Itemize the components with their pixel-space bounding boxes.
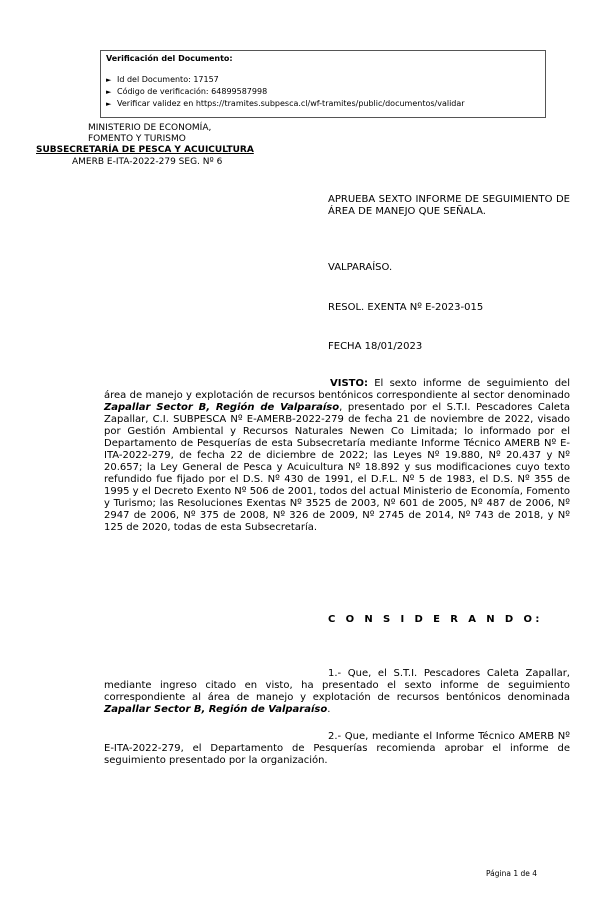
bullet-icon: ► (106, 88, 112, 96)
considerando-item-1: 1.- Que, el S.T.I. Pescadores Caleta Zapallar, mediante ingreso citado en visto, ha presentado el sexto informe de seguimiento correspondiente al área de manejo y explotación de recursos bentónicos denominada Zapallar Sector B, Región de Valparaíso. (104, 668, 570, 715)
ministry-line-2: FOMENTO Y TURISMO (88, 134, 186, 144)
verification-item-id: ► Id del Documento: 17157 (106, 75, 219, 84)
document-reference: AMERB E-ITA-2022-279 SEG. Nº 6 (72, 157, 223, 167)
bullet-icon: ► (106, 100, 112, 108)
bullet-icon: ► (106, 76, 112, 84)
area-name: Zapallar Sector B, Región de Valparaíso (104, 402, 340, 413)
verification-item-url[interactable]: ► Verificar validez en https://tramites.subpesca.cl/wf-tramites/public/documentos/validar (106, 99, 465, 108)
verification-title: Verificación del Documento: (106, 54, 233, 63)
verification-item-code: ► Código de verificación: 64899587998 (106, 87, 268, 96)
resolution-subject: APRUEBA SEXTO INFORME DE SEGUIMIENTO DE ÁREA DE MANEJO QUE SEÑALA. (328, 194, 570, 217)
ministry-line-1: MINISTERIO DE ECONOMÍA, (88, 123, 212, 133)
visto-label: VISTO: (330, 378, 368, 389)
considerando-heading: C O N S I D E R A N D O: (328, 614, 543, 625)
subsecretaria-title: SUBSECRETARÍA DE PESCA Y ACUICULTURA (36, 145, 254, 155)
visto-paragraph: VISTO: El sexto informe de seguimiento del área de manejo y explotación de recursos bentónicos correspondiente al sector denominado Zapallar Sector B, Región de Valparaíso, presentado por el S.T.I. Pescadores Caleta Zapallar, C.I. SUBPESCA Nº E-AMERB-2022-279 de fecha 21 de noviembre de 2022, visado por Gestión Ambiental y Recursos Naturales Newen Co Limitada; lo informado por el Departamento de Pesquerías de esta Subsecretaría mediante Informe Técnico AMERB Nº E-ITA-2022-279, de fecha 22 de diciembre de 2022; las Leyes Nº 19.880, Nº 20.437 y Nº 20.657; la Ley General de Pesca y Acuicultura Nº 18.892 y sus modificaciones cuyo texto refundido fue fijado por el D.S. Nº 430 de 1991, el D.F.L. Nº 5 de 1983, el D.S. Nº 355 de 1995 y el Decreto Exento Nº 506 de 2001, todos del actual Ministerio de Economía, Fomento y Turismo; las Resoluciones Exentas Nº 3525 de 2003, Nº 601 de 2005, Nº 487 de 2006, Nº 2947 de 2006, Nº 375 de 2008, Nº 326 de 2009, Nº 2745 de 2014, Nº 743 de 2018, y Nº 125 de 2020, todas de esta Subsecretaría. (104, 378, 570, 533)
considerando-item-2: 2.- Que, mediante el Informe Técnico AMERB Nº E-ITA-2022-279, el Departamento de Pesquerías recomienda aprobar el informe de seguimiento presentado por la organización. (104, 731, 570, 766)
resolution-number: RESOL. EXENTA Nº E-2023-015 (328, 302, 484, 313)
resolution-city: VALPARAÍSO. (328, 262, 393, 273)
page-number: Página 1 de 4 (486, 869, 538, 878)
resolution-date: FECHA 18/01/2023 (328, 341, 423, 352)
area-name: Zapallar Sector B, Región de Valparaíso (104, 704, 328, 715)
